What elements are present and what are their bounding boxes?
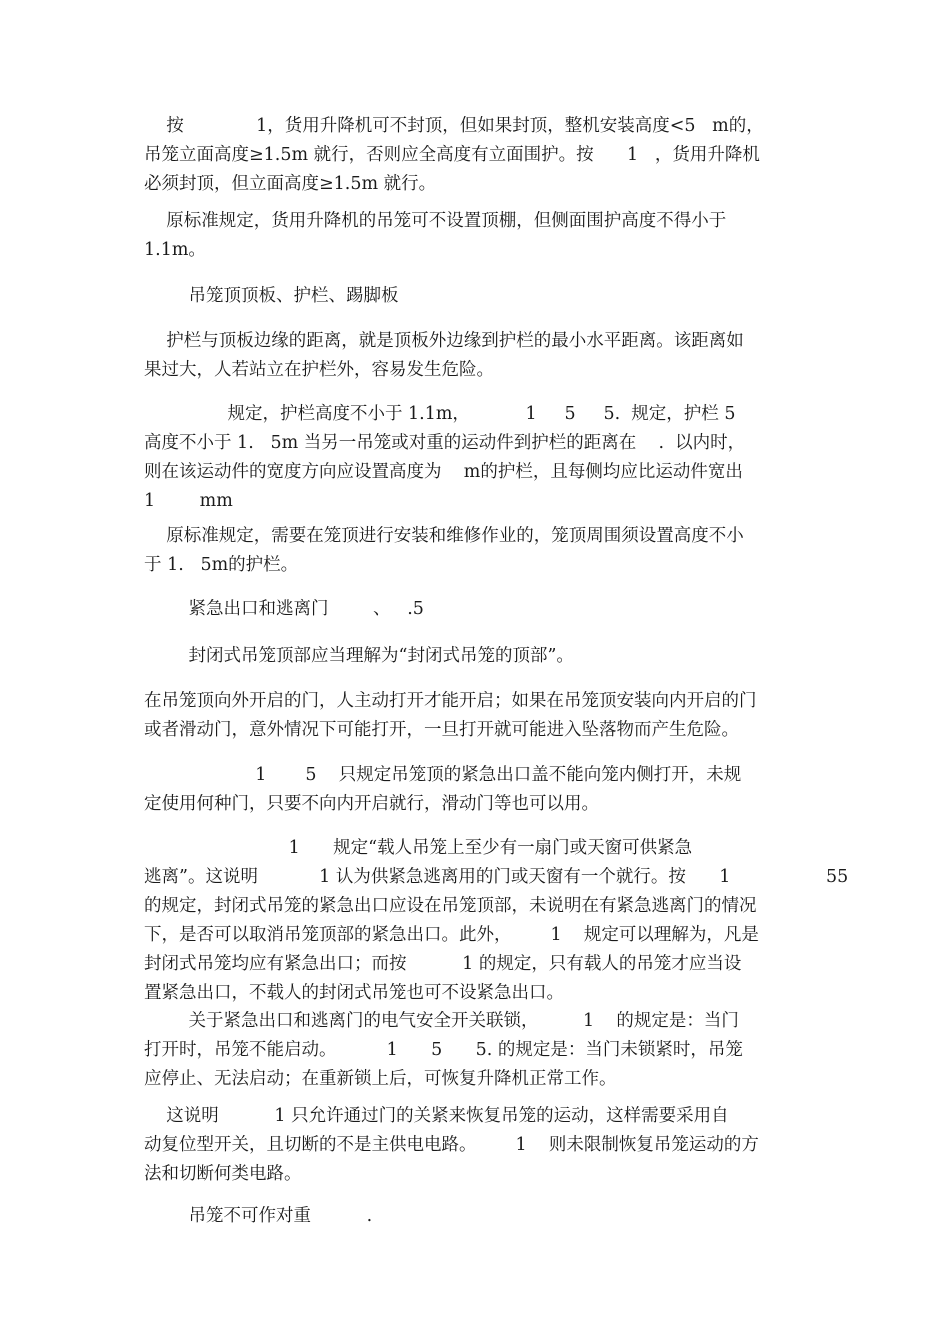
paragraph-roof-requirement (144, 112, 824, 199)
paragraph-auto-reset-switch (144, 1102, 824, 1189)
text-line: 1 规定“载人吊笼上至少有一扇门或天窗可供紧急 (144, 838, 693, 858)
paragraph-electrical-interlock (144, 1007, 824, 1094)
text-line: 高度不小于 1. 5m 当另一吊笼或对重的运动件到护栏的距离在 . 以内时， (144, 433, 746, 453)
section-heading-cage-counterweight (144, 1202, 824, 1231)
text-line: 1.1m。 (144, 240, 206, 260)
text-line: 按 1，货用升降机可不封顶，但如果封顶，整机安装高度<5 m的， (144, 116, 764, 136)
paragraph-door-opening (144, 687, 824, 745)
text-line: 原标准规定，货用升降机的吊笼可不设置顶棚，但侧面围护高度不得小于 (144, 211, 727, 231)
paragraph-closed-cage-roof (144, 642, 824, 671)
text-line: 必须封顶，但立面高度≥1.5m 就行。 (144, 174, 437, 194)
text-line: 于 1. 5m的护栏。 (144, 555, 299, 575)
text-line: 法和切断何类电路。 (144, 1164, 302, 1184)
paragraph-exit-cover (144, 761, 824, 819)
text-line: 下，是否可以取消吊笼顶部的紧急出口。此外， 1 规定可以理解为，凡是 (144, 925, 759, 945)
paragraph-guardrail-height (144, 400, 824, 516)
text-line: 置紧急出口，不载人的封闭式吊笼也可不设紧急出口。 (144, 983, 564, 1003)
text-line: 封闭式吊笼顶部应当理解为“封闭式吊笼的顶部”。 (144, 646, 574, 666)
section-heading-roof-guardrail (144, 282, 824, 311)
text-line: 护栏与顶板边缘的距离，就是顶板外边缘到护栏的最小水平距离。该距离如 (144, 331, 744, 351)
text-line: 则在该运动件的宽度方向应设置高度为 m的护栏，且每侧均应比运动件宽出 (144, 462, 743, 482)
text-line: 吊笼顶顶板、护栏、踢脚板 (144, 286, 399, 306)
text-line: 紧急出口和逃离门 、 .5 (144, 599, 424, 619)
text-line: 封闭式吊笼均应有紧急出口；而按 1 的规定，只有载人的吊笼才应当设 (144, 954, 742, 974)
text-line: 吊笼立面高度≥1.5m 就行，否则应全高度有立面围护。按 1 ，货用升降机 (144, 145, 760, 165)
text-line: 果过大，人若站立在护栏外，容易发生危险。 (144, 360, 494, 380)
text-line: 定使用何种门，只要不向内开启就行，滑动门等也可以用。 (144, 794, 599, 814)
paragraph-emergency-escape (144, 834, 824, 1008)
section-heading-emergency-exit (144, 595, 824, 624)
text-line: 逃离”。这说明 1 认为供紧急逃离用的门或天窗有一个就行。按 1 (144, 867, 731, 887)
text-line: 在吊笼顶向外开启的门，人主动打开才能开启；如果在吊笼顶安装向内开启的门 (144, 691, 757, 711)
text-line: 或者滑动门，意外情况下可能打开，一旦打开就可能进入坠落物而产生危险。 (144, 720, 739, 740)
paragraph-original-standard-roof (144, 522, 824, 580)
text-line: 这说明 1 只允许通过门的关紧来恢复吊笼的运动，这样需要采用自 (144, 1106, 729, 1126)
paragraph-original-standard-side (144, 207, 824, 265)
text-line: 的规定，封闭式吊笼的紧急出口应设在吊笼顶部，未说明在有紧急逃离门的情况 (144, 896, 757, 916)
text-line: 关于紧急出口和逃离门的电气安全开关联锁， 1 的规定是：当门 (144, 1011, 739, 1031)
paragraph-guardrail-distance (144, 327, 824, 385)
text-line: 原标准规定，需要在笼顶进行安装和维修作业的，笼顶周围须设置高度不小 (144, 526, 744, 546)
text-line: 1 mm (144, 491, 233, 511)
text-line: 吊笼不可作对重 . (144, 1206, 373, 1226)
text-line: 应停止、无法启动；在重新锁上后，可恢复升降机正常工作。 (144, 1069, 617, 1089)
text-line: 打开时，吊笼不能启动。 1 5 5. 的规定是：当门未锁紧时，吊笼 (144, 1040, 743, 1060)
text-line: 动复位型开关，且切断的不是主供电电路。 1 则未限制恢复吊笼运动的方 (144, 1135, 759, 1155)
text-line: 1 5 只规定吊笼顶的紧急出口盖不能向笼内侧打开，未规 (144, 765, 742, 785)
text-line: 规定，护栏高度不小于 1.1m， 1 5 5. 规定，护栏 5 (144, 404, 736, 424)
stray-mark: 55 (826, 867, 849, 887)
